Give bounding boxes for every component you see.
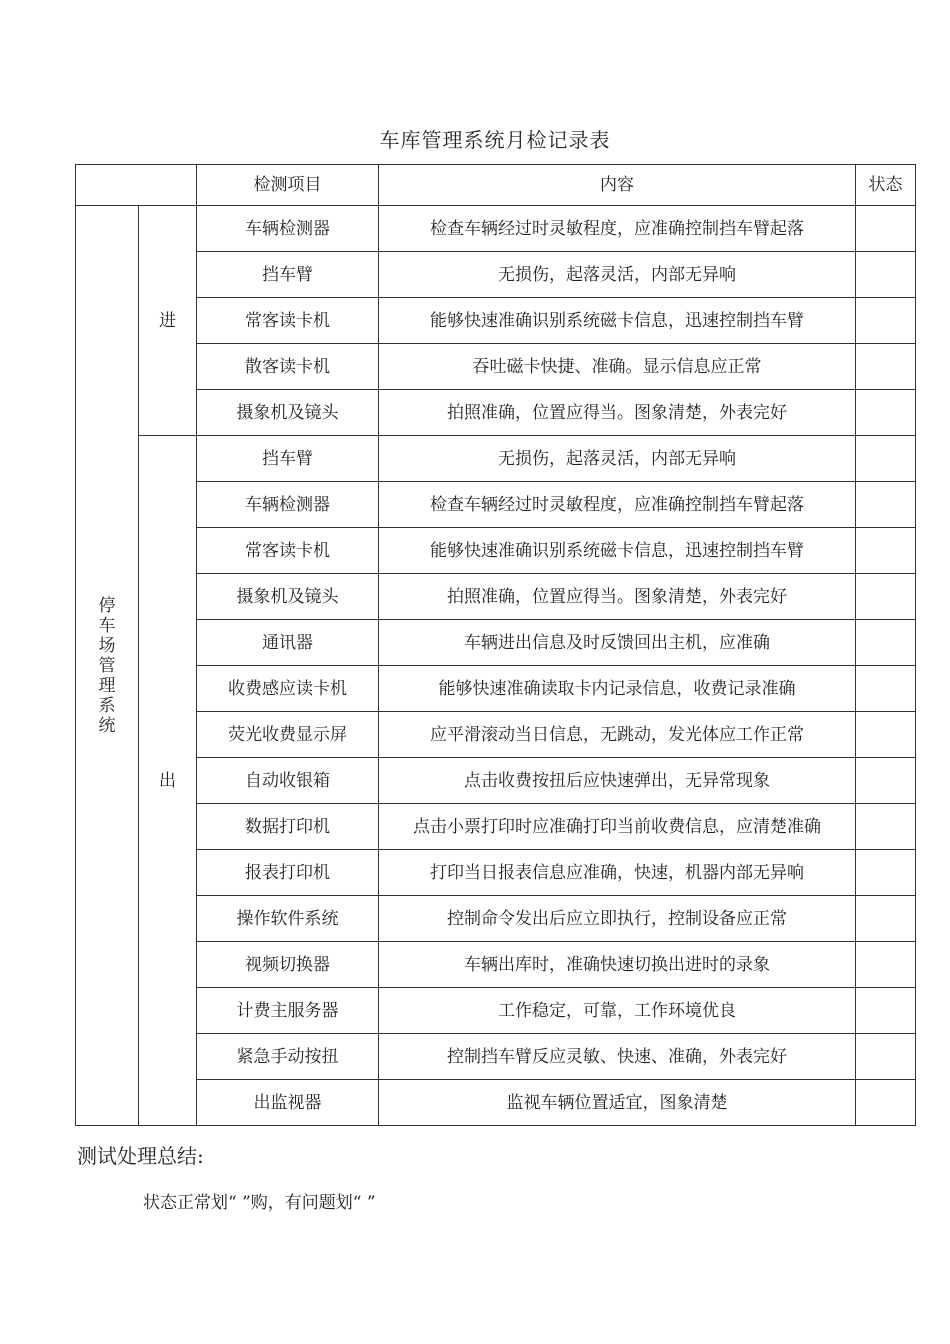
content-cell: 无损伤，起落灵活，内部无异响 (379, 252, 856, 298)
item-cell: 计费主服务器 (197, 988, 379, 1034)
item-cell: 出监视器 (197, 1080, 379, 1126)
status-cell[interactable] (856, 298, 916, 344)
table-row (76, 390, 916, 436)
table-row (76, 1034, 916, 1080)
status-cell[interactable] (856, 528, 916, 574)
content-cell: 打印当日报表信息应准确，快速，机器内部无异响 (379, 850, 856, 896)
content-cell: 控制挡车臂反应灵敏、快速、准确，外表完好 (379, 1034, 856, 1080)
table-row (76, 482, 916, 528)
table-row (76, 1080, 916, 1126)
status-cell[interactable] (856, 482, 916, 528)
item-cell: 摄象机及镜头 (197, 574, 379, 620)
table-row (76, 620, 916, 666)
content-cell: 检查车辆经过时灵敏程度，应准确控制挡车臂起落 (379, 482, 856, 528)
table-row (76, 252, 916, 298)
item-cell: 车辆检测器 (197, 482, 379, 528)
status-note: 状态正常划“ ”购，有问题划“ ” (143, 1193, 376, 1213)
status-cell[interactable] (856, 666, 916, 712)
system-name-char: 理 (98, 675, 116, 696)
content-cell: 应平滑滚动当日信息，无跳动，发光体应工作正常 (379, 712, 856, 758)
content-cell: 拍照准确，位置应得当。图象清楚，外表完好 (379, 574, 856, 620)
status-cell[interactable] (856, 850, 916, 896)
content-cell: 工作稳定，可靠，工作环境优良 (379, 988, 856, 1034)
status-cell[interactable] (856, 390, 916, 436)
item-cell: 散客读卡机 (197, 344, 379, 390)
content-cell: 能够快速准确识别系统磁卡信息，迅速控制挡车臂 (379, 528, 856, 574)
content-cell: 能够快速准确识别系统磁卡信息，迅速控制挡车臂 (379, 298, 856, 344)
item-cell: 荧光收费显示屏 (197, 712, 379, 758)
summary-label: 测试处理总结: (77, 1144, 204, 1168)
table-row (76, 942, 916, 988)
table-row (76, 666, 916, 712)
item-cell: 挡车臂 (197, 252, 379, 298)
table-header-row (76, 165, 916, 206)
system-name-char: 场 (98, 635, 116, 656)
content-cell: 检查车辆经过时灵敏程度，应准确控制挡车臂起落 (379, 206, 856, 252)
system-name-char: 统 (98, 715, 116, 736)
table-row (76, 896, 916, 942)
table-row (76, 436, 916, 482)
status-cell[interactable] (856, 896, 916, 942)
status-cell[interactable] (856, 574, 916, 620)
table-row (76, 206, 916, 252)
status-cell[interactable] (856, 758, 916, 804)
table-row (76, 712, 916, 758)
content-cell: 监视车辆位置适宜，图象清楚 (379, 1080, 856, 1126)
status-cell[interactable] (856, 620, 916, 666)
header-content: 内容 (379, 165, 856, 206)
system-name-char: 停 (98, 595, 116, 616)
content-cell: 吞吐磁卡快捷、准确。显示信息应正常 (379, 344, 856, 390)
status-cell[interactable] (856, 804, 916, 850)
direction-in-cell: 进 (139, 206, 197, 436)
item-cell: 收费感应读卡机 (197, 666, 379, 712)
table-row (76, 850, 916, 896)
table-row (76, 528, 916, 574)
inspection-table (75, 164, 916, 1126)
content-cell: 车辆进出信息及时反馈回出主机，应准确 (379, 620, 856, 666)
content-cell: 拍照准确，位置应得当。图象清楚，外表完好 (379, 390, 856, 436)
table-row (76, 804, 916, 850)
system-name-char: 系 (98, 695, 116, 716)
content-cell: 无损伤，起落灵活，内部无异响 (379, 436, 856, 482)
item-cell: 数据打印机 (197, 804, 379, 850)
content-cell: 控制命令发出后应立即执行，控制设备应正常 (379, 896, 856, 942)
status-cell[interactable] (856, 344, 916, 390)
item-cell: 视频切换器 (197, 942, 379, 988)
table-row (76, 344, 916, 390)
content-cell: 车辆出库时，准确快速切换出进时的录象 (379, 942, 856, 988)
page-title: 车库管理系统月检记录表 (379, 128, 611, 152)
direction-out-cell: 出 (139, 436, 197, 1126)
status-cell[interactable] (856, 942, 916, 988)
content-cell: 能够快速准确读取卡内记录信息，收费记录准确 (379, 666, 856, 712)
item-cell: 常客读卡机 (197, 528, 379, 574)
header-blank-cell (76, 165, 197, 206)
item-cell: 车辆检测器 (197, 206, 379, 252)
system-name-char: 管 (98, 655, 116, 676)
item-cell: 挡车臂 (197, 436, 379, 482)
table-row (76, 758, 916, 804)
header-item: 检测项目 (197, 165, 379, 206)
system-name-cell (76, 206, 139, 1126)
status-cell[interactable] (856, 712, 916, 758)
item-cell: 通讯器 (197, 620, 379, 666)
item-cell: 自动收银箱 (197, 758, 379, 804)
header-status: 状态 (856, 165, 916, 206)
table-row (76, 988, 916, 1034)
status-cell[interactable] (856, 436, 916, 482)
item-cell: 摄象机及镜头 (197, 390, 379, 436)
status-cell[interactable] (856, 206, 916, 252)
table-row (76, 574, 916, 620)
system-name-char: 车 (98, 615, 116, 636)
status-cell[interactable] (856, 1034, 916, 1080)
item-cell: 报表打印机 (197, 850, 379, 896)
content-cell: 点击小票打印时应准确打印当前收费信息，应清楚准确 (379, 804, 856, 850)
item-cell: 操作软件系统 (197, 896, 379, 942)
table-row (76, 298, 916, 344)
content-cell: 点击收费按扭后应快速弹出，无异常现象 (379, 758, 856, 804)
status-cell[interactable] (856, 988, 916, 1034)
item-cell: 紧急手动按扭 (197, 1034, 379, 1080)
item-cell: 常客读卡机 (197, 298, 379, 344)
status-cell[interactable] (856, 252, 916, 298)
status-cell[interactable] (856, 1080, 916, 1126)
